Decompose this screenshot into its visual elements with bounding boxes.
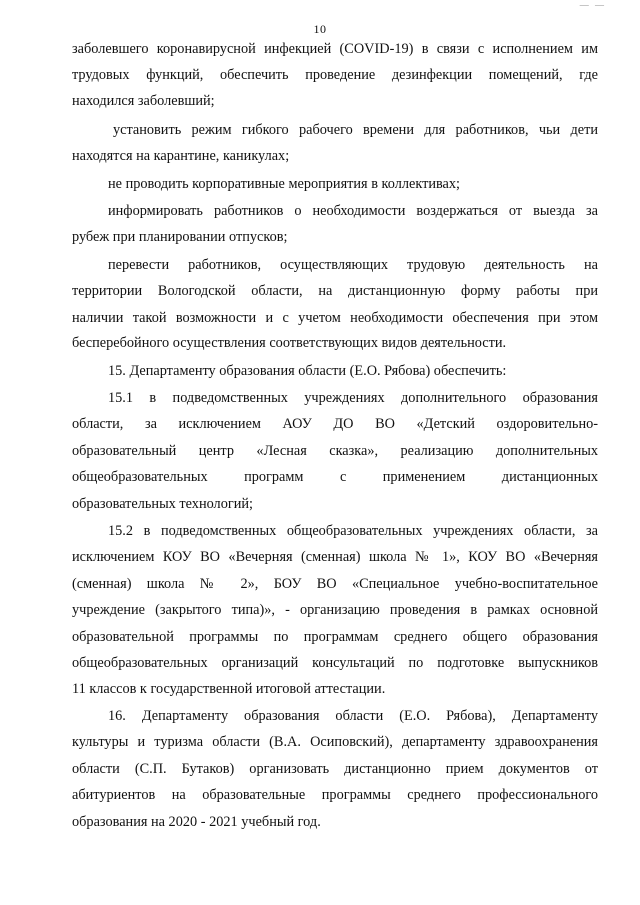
text-line: исключением КОУ ВО «Вечерняя (сменная) школа № 1», КОУ ВО «Вечерняя bbox=[72, 549, 598, 565]
text-line: образовательный центр «Лесная сказка», реализацию дополнительных bbox=[72, 443, 598, 459]
text-line: находятся на карантине, каникулах; bbox=[72, 148, 290, 164]
text-line: 15.1 в подведомственных учреждениях дополнительного образования bbox=[108, 390, 598, 406]
page-number: 10 bbox=[313, 22, 327, 36]
text-line: образования на 2020 - 2021 учебный год. bbox=[72, 814, 321, 830]
text-line: общеобразовательных программ с применением дистанционных bbox=[72, 469, 598, 485]
text-line: 16. Департаменту образования области (Е.О. Рябова), Департаменту bbox=[108, 708, 598, 724]
text-line: культуры и туризма области (В.А. Осиповский), департаменту здравоохранения bbox=[72, 734, 598, 750]
text-line: установить режим гибкого рабочего времени для работников, чьи дети bbox=[113, 122, 598, 138]
text-line: бесперебойного осуществления соответствующих видов деятельности. bbox=[72, 335, 507, 351]
text-line: находился заболевший; bbox=[72, 93, 215, 109]
text-line: (сменная) школа № 2», БОУ ВО «Специальное учебно-воспитательное bbox=[72, 576, 598, 592]
text-line: общеобразовательных организаций консультаций по подготовке выпускников bbox=[72, 655, 598, 671]
text-line: образовательной программы по программам среднего общего образования bbox=[72, 629, 598, 645]
corner-mark: — — bbox=[579, 0, 606, 10]
text-line: трудовых функций, обеспечить проведение дезинфекции помещений, где bbox=[72, 67, 598, 83]
text-line: информировать работников о необходимости воздержаться от выезда за bbox=[108, 203, 598, 219]
text-line: перевести работников, осуществляющих трудовую деятельность на bbox=[108, 257, 598, 273]
text-line: 15.2 в подведомственных общеобразовательных учреждениях области, за bbox=[108, 523, 598, 539]
text-line: территории Вологодской области, на дистанционную форму работы при bbox=[72, 283, 598, 299]
text-line: заболевшего коронавирусной инфекцией (COVID-19) в связи с исполнением им bbox=[72, 41, 598, 57]
text-line: учреждение (закрытого типа)», - организацию проведения в рамках основной bbox=[72, 602, 598, 618]
text-line: рубеж при планировании отпусков; bbox=[72, 229, 288, 245]
text-line: области (С.П. Бутаков) организовать дистанционно прием документов от bbox=[72, 761, 598, 777]
text-line: абитуриентов на образовательные программы среднего профессионального bbox=[72, 787, 598, 803]
text-line: области, за исключением АОУ ДО ВО «Детский оздоровительно- bbox=[72, 416, 598, 432]
text-line: наличии такой возможности и с учетом необходимости обеспечения при этом bbox=[72, 310, 598, 326]
text-line: 15. Департаменту образования области (Е.О. Рябова) обеспечить: bbox=[108, 363, 507, 379]
text-line: 11 классов к государственной итоговой аттестации. bbox=[72, 681, 386, 697]
text-line: не проводить корпоративные мероприятия в коллективах; bbox=[108, 176, 461, 192]
text-line: образовательных технологий; bbox=[72, 496, 253, 512]
